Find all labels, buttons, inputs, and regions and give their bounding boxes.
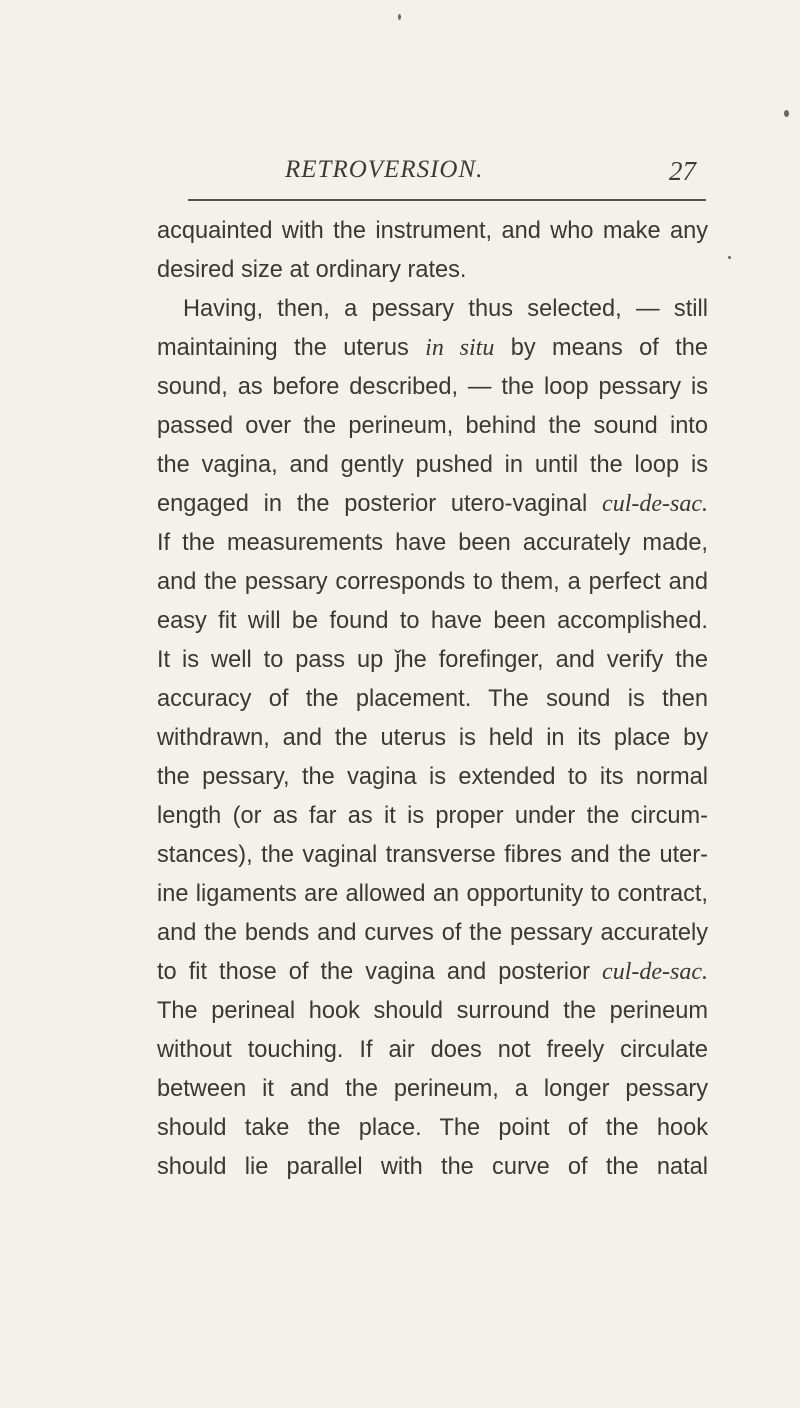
text-line: desired size at ordinary rates.	[157, 257, 467, 283]
body-text	[157, 212, 708, 1187]
text-line: sound, as before described, — the loop pessary is	[157, 374, 708, 400]
italic-phrase: cul-de-sac.	[602, 959, 708, 985]
text-line: and the pessary corresponds to them, a perfect and	[157, 569, 708, 595]
text-line: If the measurements have been accurately made,	[157, 530, 708, 556]
text-line: easy fit will be found to have been accomplished.	[157, 608, 708, 634]
text-line: ine ligaments are allowed an opportunity to contract,	[157, 881, 708, 907]
text-line: The perineal hook should surround the perineum	[157, 998, 708, 1024]
text-line: should lie parallel with the curve of the natal	[157, 1154, 708, 1180]
header-rule	[188, 199, 706, 201]
text-line: acquainted with the instrument, and who make any	[157, 218, 708, 244]
page-number: 27	[669, 156, 696, 186]
text-line: passed over the perineum, behind the sound into	[157, 413, 708, 439]
page-speck	[398, 14, 401, 20]
text-line: between it and the perineum, a longer pessary	[157, 1076, 708, 1102]
text-line: the vagina, and gently pushed in until the loop is	[157, 452, 708, 478]
page-speck	[784, 110, 789, 117]
italic-phrase: in situ	[425, 335, 495, 361]
text-line: stances), the vaginal transverse fibres and the uter-	[157, 842, 708, 868]
text-line: should take the place. The point of the hook	[157, 1115, 708, 1141]
text-line: maintaining the uterus in situ by means of the	[157, 335, 709, 361]
running-title: RETROVERSION.	[285, 156, 484, 183]
text-line: withdrawn, and the uterus is held in its place by	[157, 725, 708, 751]
italic-phrase: cul-de-sac.	[602, 491, 708, 517]
text-line: accuracy of the placement. The sound is then	[157, 686, 708, 712]
page-speck	[728, 256, 731, 259]
page-header	[188, 156, 706, 196]
text-line: length (or as far as it is proper under the circum-	[157, 803, 708, 829]
text-line: It is well to pass up ǰhe forefinger, and verify the	[157, 647, 708, 673]
text-line: without touching. If air does not freely circulate	[157, 1037, 708, 1063]
text-line: the pessary, the vagina is extended to its normal	[157, 764, 708, 790]
text-line: Having, then, a pessary thus selected, — still	[183, 296, 708, 322]
text-line: to fit those of the vagina and posterior cul-de-sac.	[157, 959, 708, 985]
text-line: and the bends and curves of the pessary accurately	[157, 920, 708, 946]
text-line: engaged in the posterior utero-vaginal cul-de-sac.	[157, 491, 708, 517]
